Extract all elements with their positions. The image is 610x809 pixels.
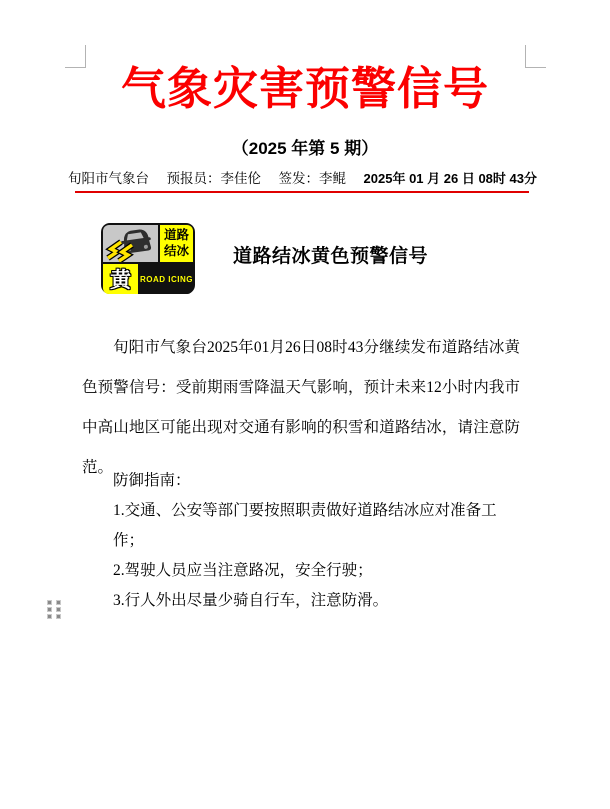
issuer-name: 签发：李鲲	[278, 171, 347, 186]
forecaster-name: 预报员：李佳伦	[166, 171, 262, 186]
page-title: 气象灾害预警信号	[120, 63, 489, 114]
defense-guide	[82, 466, 522, 616]
sign-name-chinese	[160, 225, 193, 262]
drag-handle-grip[interactable]	[48, 601, 60, 618]
sign-name-line2: 结冰	[163, 243, 189, 258]
issuance-info	[68, 167, 537, 187]
guide-heading: 防御指南：	[113, 472, 191, 489]
guide-item-2: 2.驾驶人员应当注意路况，安全行驶；	[113, 562, 373, 579]
warning-level-character: 黄	[103, 264, 138, 294]
guide-item-3: 3.行人外出尽量少骑自行车，注意防滑。	[113, 592, 389, 609]
car-skid-icon	[103, 225, 158, 262]
sign-name-english: ROAD ICING	[140, 264, 193, 294]
road-icing-warning-sign	[101, 223, 195, 294]
warning-body-text: 旬阳市气象台2025年01月26日08时43分继续发布道路结冰黄色预警信号：受前期雨雪降温天气影响，预计未来12小时内我市中高山地区可能出现对交通有影响的积雪和道路结冰，请注意防范。	[82, 339, 520, 476]
warning-heading: 道路结冰黄色预警信号	[233, 246, 429, 267]
sign-name-line1: 道路	[163, 227, 189, 242]
red-divider-line	[75, 191, 529, 193]
issue-number: （2025 年第 5 期）	[231, 139, 379, 158]
guide-item-1: 1.交通、公安等部门要按照职责做好道路结冰应对准备工作；	[113, 502, 497, 549]
station-name: 旬阳市气象台	[68, 171, 149, 186]
issue-datetime: 2025年 01 月 26 日 08时 43分	[363, 171, 537, 186]
